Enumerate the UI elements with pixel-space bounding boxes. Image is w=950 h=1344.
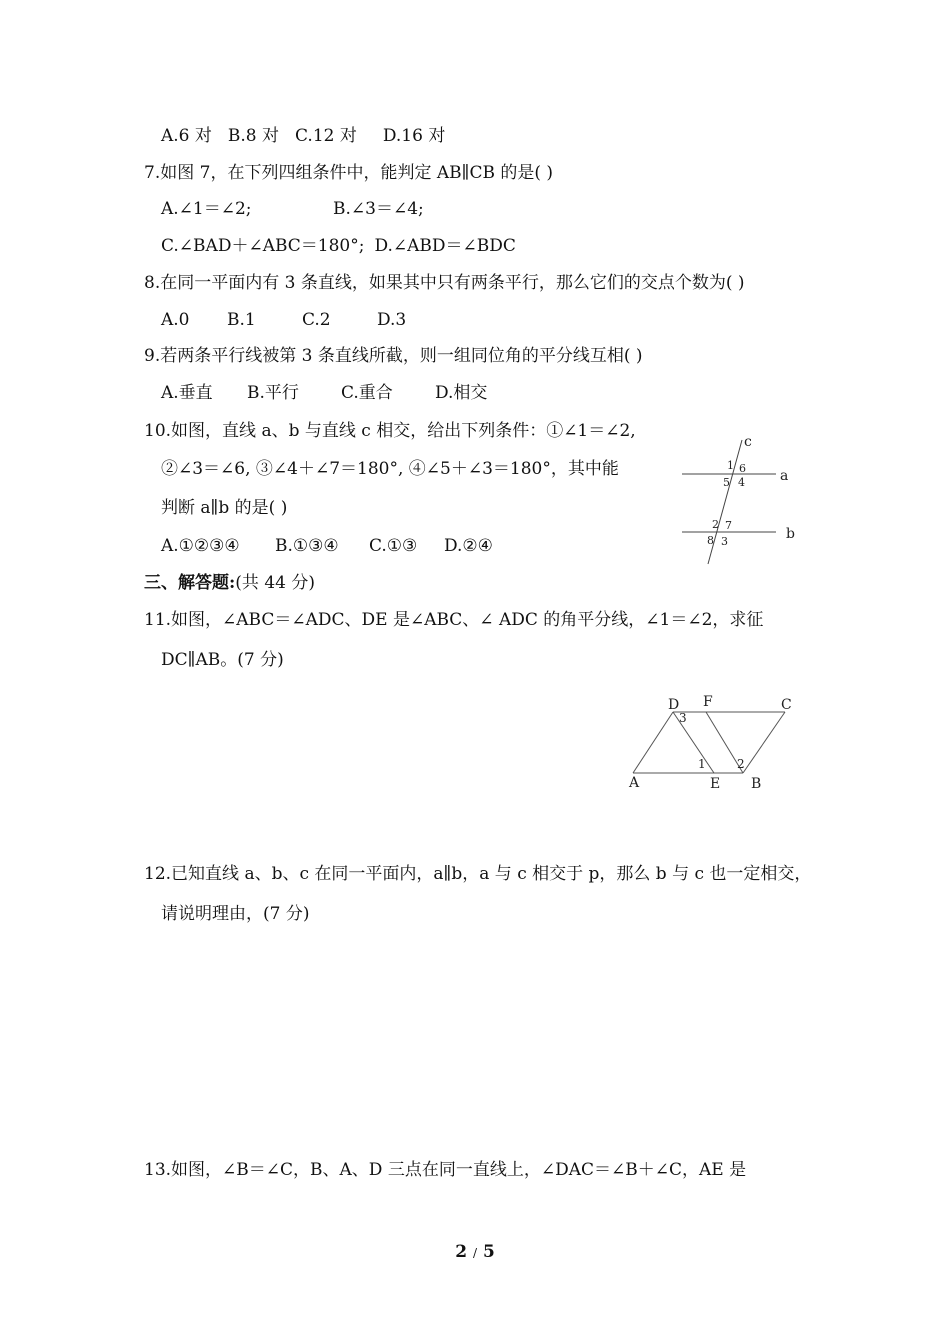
q10-options — [161, 534, 493, 558]
q6-option-b: B.8 对 — [227, 126, 280, 146]
page-separator: / — [472, 1246, 478, 1260]
q9-stem: 9.若两条平行线被第 3 条直线所截，则一组同位角的平分线互相( ) — [144, 346, 643, 366]
q12-line1: 12.已知直线 a、b、c 在同一平面内，a∥b，a 与 c 相交于 p，那么 b 与 c 也一定相交， — [144, 864, 812, 884]
q9-option-c: C.重合 — [341, 383, 393, 403]
q8-stem: 8.在同一平面内有 3 条直线，如果其中只有两条平行，那么它们的交点个数为( ) — [144, 273, 745, 293]
page-number — [0, 1242, 950, 1262]
point-B: B — [751, 776, 762, 792]
page-current: 2 — [455, 1242, 468, 1262]
seg-CB — [743, 712, 785, 773]
angle-4: 4 — [738, 476, 745, 489]
angle-1: 1 — [698, 757, 706, 771]
q12-line2: 请说明理由，(7 分) — [161, 904, 310, 924]
q9-option-a: A.垂直 — [161, 383, 213, 403]
q7-options-row2 — [161, 234, 516, 258]
q7-option-c: C.∠BAD＋∠ABC＝180°; — [161, 236, 365, 256]
label-c: c — [744, 434, 752, 450]
q7-option-d: D.∠ABD＝∠BDC — [374, 236, 516, 256]
angle-2: 2 — [737, 757, 745, 771]
q6-options — [161, 124, 445, 148]
q6-option-c: C.12 对 — [295, 126, 357, 146]
point-C: C — [781, 697, 792, 713]
point-E: E — [710, 776, 721, 792]
q10-figure — [672, 428, 812, 568]
point-A: A — [629, 775, 640, 791]
angle-3: 3 — [679, 711, 687, 725]
q8-option-d: D.3 — [377, 310, 407, 330]
angle-7: 7 — [725, 519, 732, 532]
q9-option-d: D.相交 — [435, 383, 488, 403]
q10-line1: 10.如图，直线 a、b 与直线 c 相交，给出下列条件：①∠1＝∠2, — [144, 421, 636, 441]
q10-line2: ②∠3＝∠6, ③∠4＋∠7＝180°, ④∠5＋∠3＝180°，其中能 — [161, 459, 619, 479]
label-a: a — [780, 468, 789, 484]
q11-line1: 11.如图，∠ABC＝∠ADC、DE 是∠ABC、∠ ADC 的角平分线，∠1＝∠2，求征 — [144, 610, 764, 630]
q10-option-b: B.①③④ — [275, 536, 339, 556]
q6-option-a: A.6 对 — [161, 126, 212, 146]
q10-option-d: D.②④ — [444, 536, 493, 556]
angle-1: 1 — [727, 459, 734, 472]
section3-heading — [144, 571, 315, 595]
seg-AD — [633, 712, 673, 773]
section3-title: 三、解答题: — [144, 573, 236, 593]
angle-6: 6 — [739, 462, 746, 475]
label-b: b — [786, 526, 795, 542]
q11-line2: DC∥AB。(7 分) — [161, 650, 284, 670]
q7-option-b: B.∠3＝∠4; — [333, 199, 424, 219]
q10-option-c: C.①③ — [369, 536, 418, 556]
page-total: 5 — [482, 1242, 495, 1262]
q8-options — [161, 308, 406, 332]
q9-option-b: B.平行 — [247, 383, 299, 403]
q10-line3: 判断 a∥b 的是( ) — [161, 498, 288, 518]
q11-figure — [620, 690, 800, 800]
section3-score: (共 44 分) — [235, 573, 315, 593]
q8-option-a: A.0 — [161, 310, 190, 330]
angle-5: 5 — [723, 476, 730, 489]
angle-3: 3 — [721, 535, 728, 548]
q8-option-c: C.2 — [302, 310, 331, 330]
q8-option-b: B.1 — [227, 310, 256, 330]
angle-2: 2 — [712, 518, 719, 531]
q7-option-a: A.∠1＝∠2; — [161, 199, 252, 219]
q9-options — [161, 381, 487, 405]
point-F: F — [703, 694, 713, 710]
q7-options-row1 — [161, 197, 424, 221]
q10-option-a: A.①②③④ — [161, 536, 240, 556]
q6-option-d: D.16 对 — [382, 126, 446, 146]
q13-line1: 13.如图，∠B＝∠C，B、A、D 三点在同一直线上，∠DAC＝∠B＋∠C，AE 是 — [144, 1160, 747, 1180]
angle-8: 8 — [707, 534, 714, 547]
point-D: D — [668, 697, 680, 713]
q7-stem: 7.如图 7，在下列四组条件中，能判定 AB∥CB 的是( ) — [144, 163, 554, 183]
